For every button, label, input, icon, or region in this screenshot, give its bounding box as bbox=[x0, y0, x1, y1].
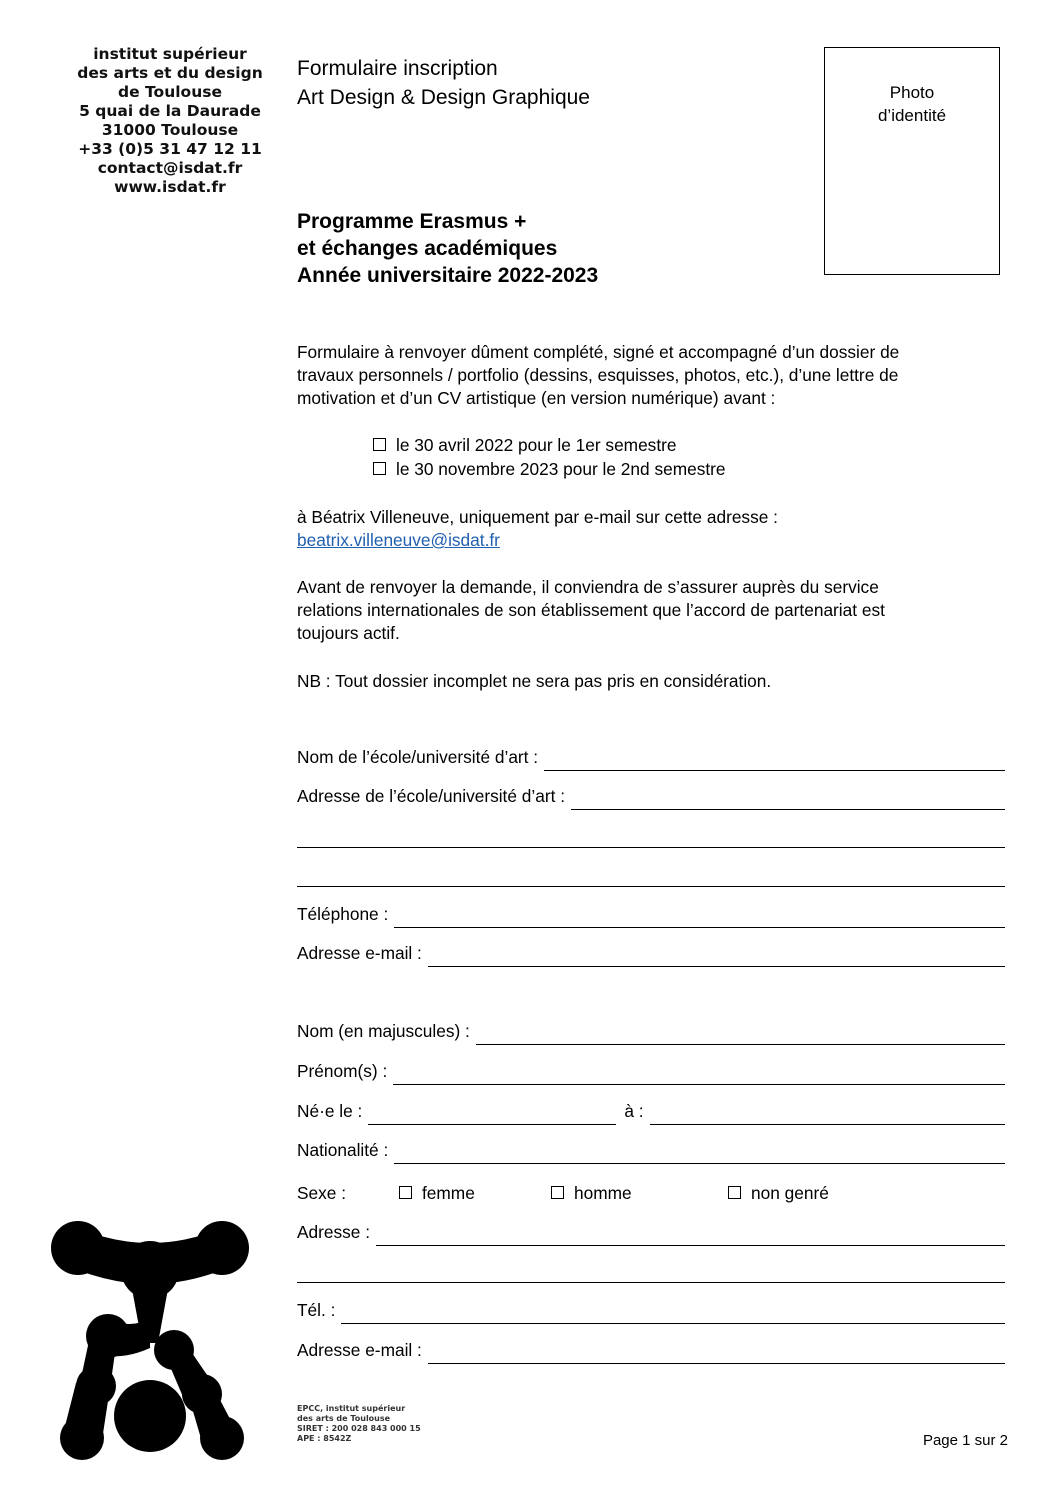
institution-line: des arts et du design bbox=[77, 64, 263, 82]
school-phone-input[interactable] bbox=[394, 907, 1005, 928]
legal-line: SIRET : 200 028 843 000 15 bbox=[297, 1424, 421, 1433]
nationality-field bbox=[297, 1140, 1005, 1164]
sex-option-label: femme bbox=[422, 1183, 475, 1203]
notice-line: relations internationales de son établissement que l’accord de partenariat est bbox=[297, 600, 885, 620]
lastname-field bbox=[297, 1021, 1005, 1045]
checkbox-icon[interactable] bbox=[728, 1186, 741, 1199]
firstname-field bbox=[297, 1061, 1005, 1085]
contact-email-link[interactable]: beatrix.villeneuve@isdat.fr bbox=[297, 530, 500, 550]
program-line1: Programme Erasmus + bbox=[297, 210, 527, 233]
nb-text: NB : Tout dossier incomplet ne sera pas pris en considération. bbox=[297, 671, 772, 691]
institution-line: de Toulouse bbox=[118, 83, 222, 101]
deadline-option-2[interactable] bbox=[373, 458, 726, 481]
school-address-line-2[interactable] bbox=[297, 847, 1005, 848]
sex-option-label: non genré bbox=[751, 1183, 829, 1203]
email-input[interactable] bbox=[428, 1343, 1005, 1364]
lastname-input[interactable] bbox=[476, 1024, 1005, 1045]
photo-label-line1: Photo bbox=[889, 83, 935, 102]
address-label: Adresse : bbox=[297, 1222, 370, 1242]
phone-field bbox=[297, 1300, 1005, 1324]
institution-line: 31000 Toulouse bbox=[101, 121, 239, 139]
school-phone-label: Téléphone : bbox=[297, 904, 389, 924]
isdat-logo bbox=[50, 1218, 250, 1468]
legal-line: APE : 8542Z bbox=[297, 1434, 352, 1443]
sex-option-homme[interactable] bbox=[551, 1183, 632, 1204]
deadline-label: le 30 avril 2022 pour le 1er semestre bbox=[396, 435, 677, 455]
address-input[interactable] bbox=[376, 1225, 1005, 1246]
email-field bbox=[297, 1340, 1005, 1364]
intro-line: motivation et d’un CV artistique (en version numérique) avant : bbox=[297, 388, 776, 408]
birth-field bbox=[297, 1101, 1005, 1125]
sex-option-label: homme bbox=[574, 1183, 632, 1203]
firstname-label: Prénom(s) : bbox=[297, 1061, 388, 1081]
birth-place-label: à : bbox=[624, 1101, 644, 1121]
birth-date-label: Né·e le : bbox=[297, 1101, 363, 1121]
nationality-label: Nationalité : bbox=[297, 1140, 389, 1160]
checkbox-icon[interactable] bbox=[551, 1186, 564, 1199]
program-line2: et échanges académiques bbox=[297, 237, 558, 260]
school-address-field bbox=[297, 786, 1005, 810]
notice-line: toujours actif. bbox=[297, 623, 400, 643]
phone-label: Tél. : bbox=[297, 1300, 336, 1320]
legal-info bbox=[297, 1404, 421, 1444]
sex-option-non-genre[interactable] bbox=[728, 1183, 829, 1204]
form-title-line2: Art Design & Design Graphique bbox=[297, 86, 590, 109]
institution-line: contact@isdat.fr bbox=[97, 159, 243, 177]
photo-label-line2: d’identité bbox=[877, 106, 947, 125]
send-to-line: à Béatrix Villeneuve, uniquement par e-mail sur cette adresse : bbox=[297, 507, 778, 527]
school-name-input[interactable] bbox=[544, 750, 1005, 771]
page-number: Page 1 sur 2 bbox=[922, 1432, 1008, 1449]
lastname-label: Nom (en majuscules) : bbox=[297, 1021, 470, 1041]
notice-line: Avant de renvoyer la demande, il conviendra de s’assurer auprès du service bbox=[297, 577, 879, 597]
address-line-2[interactable] bbox=[297, 1282, 1005, 1283]
deadline-option-1[interactable] bbox=[373, 434, 677, 457]
birth-date-input[interactable] bbox=[368, 1104, 616, 1125]
institution-line: 5 quai de la Daurade bbox=[79, 102, 261, 120]
checkbox-icon[interactable] bbox=[373, 438, 386, 451]
program-line3: Année universitaire 2022-2023 bbox=[297, 264, 599, 287]
form-title bbox=[297, 54, 590, 112]
program-heading bbox=[297, 208, 598, 289]
nationality-input[interactable] bbox=[394, 1143, 1005, 1164]
nb-note bbox=[297, 670, 997, 693]
notice-paragraph bbox=[297, 576, 997, 645]
birth-place-input[interactable] bbox=[650, 1104, 1005, 1125]
photo-box[interactable] bbox=[824, 47, 1000, 275]
sex-label: Sexe : bbox=[297, 1183, 346, 1203]
institution-line: +33 (0)5 31 47 12 11 bbox=[78, 140, 262, 158]
form-title-line1: Formulaire inscription bbox=[297, 57, 498, 80]
school-address-input[interactable] bbox=[571, 789, 1005, 810]
school-phone-field bbox=[297, 904, 1005, 928]
legal-line: EPCC, institut supérieur bbox=[297, 1404, 406, 1413]
school-name-label: Nom de l’école/université d’art : bbox=[297, 747, 539, 767]
intro-line: Formulaire à renvoyer dûment complété, signé et accompagné d’un dossier de bbox=[297, 342, 900, 362]
send-to-paragraph bbox=[297, 506, 997, 552]
institution-line: www.isdat.fr bbox=[114, 178, 226, 196]
intro-paragraph bbox=[297, 341, 997, 410]
checkbox-icon[interactable] bbox=[399, 1186, 412, 1199]
sex-option-femme[interactable] bbox=[399, 1183, 475, 1204]
institution-line: institut supérieur bbox=[93, 45, 247, 63]
firstname-input[interactable] bbox=[393, 1064, 1005, 1085]
email-label: Adresse e-mail : bbox=[297, 1340, 422, 1360]
school-address-label: Adresse de l’école/université d’art : bbox=[297, 786, 565, 806]
legal-line: des arts de Toulouse bbox=[297, 1414, 391, 1423]
deadline-label: le 30 novembre 2023 pour le 2nd semestre bbox=[396, 459, 726, 479]
phone-input[interactable] bbox=[341, 1303, 1005, 1324]
checkbox-icon[interactable] bbox=[373, 462, 386, 475]
school-name-field bbox=[297, 747, 1005, 771]
school-email-field bbox=[297, 943, 1005, 967]
institution-address bbox=[60, 45, 280, 197]
school-email-input[interactable] bbox=[428, 946, 1005, 967]
school-email-label: Adresse e-mail : bbox=[297, 943, 422, 963]
address-field bbox=[297, 1222, 1005, 1246]
school-address-line-3[interactable] bbox=[297, 886, 1005, 887]
intro-line: travaux personnels / portfolio (dessins, esquisses, photos, etc.), d’une lettre de bbox=[297, 365, 899, 385]
